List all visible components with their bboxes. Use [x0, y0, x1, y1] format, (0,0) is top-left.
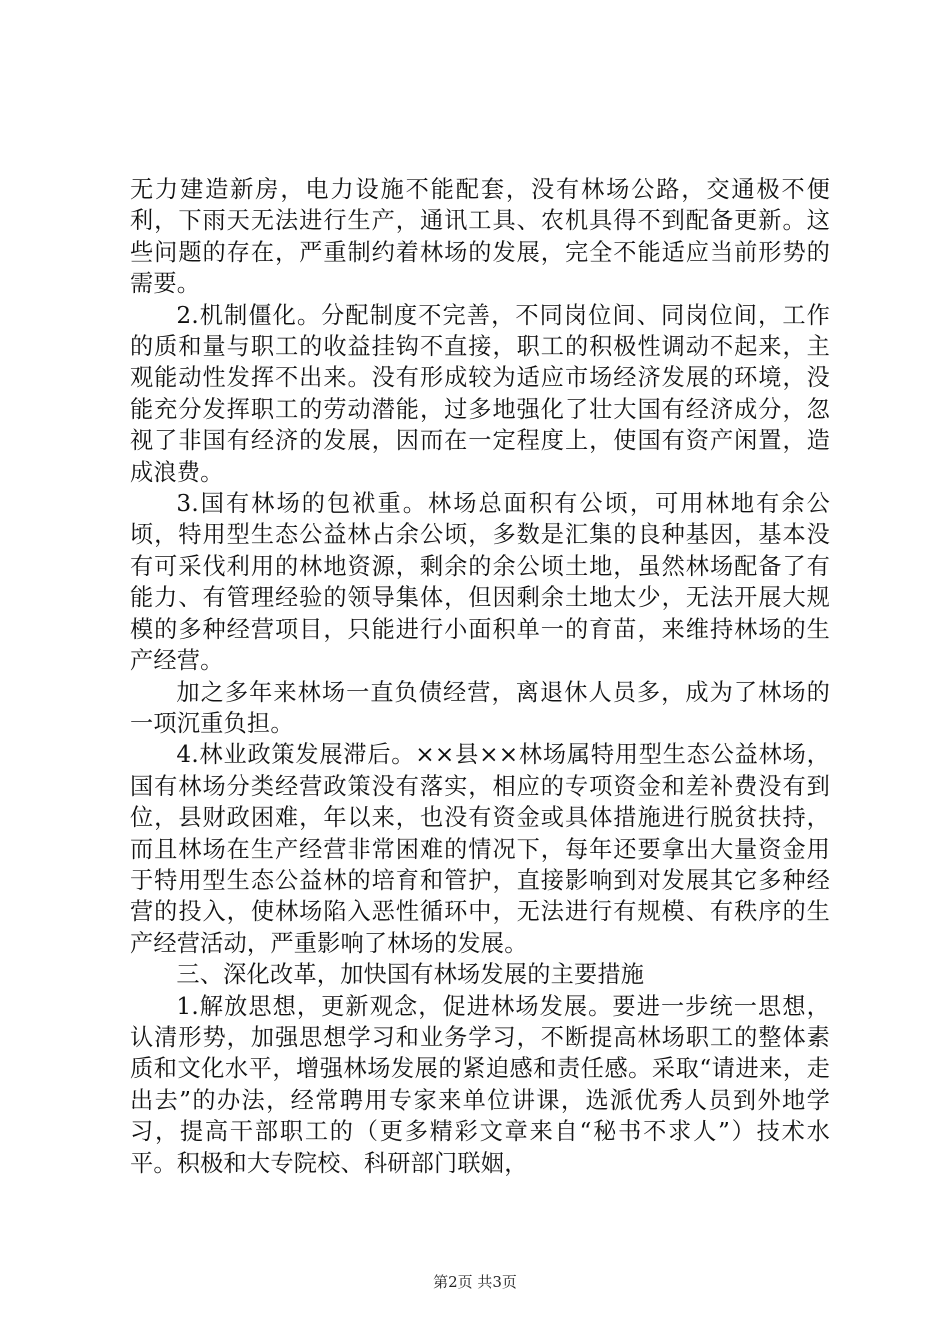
- document-body: [130, 174, 830, 1179]
- paragraph-heavy-burden: 3.国有林场的包袱重。林场总面积有公顷，可用林地有余公顷，特用型生态公益林占余公顷，多数是汇集的良种基因，基本没有可采伐利用的林地资源，剩余的余公顷土地，虽然林场配备了有能力、有管理经验的领导集体，但因剩余土地太少，无法开展大规模的多种经营项目，只能进行小面积单一的育苗，来维持林场的生产经营。: [130, 490, 830, 675]
- paragraph-mechanism-rigidity: 2.机制僵化。分配制度不完善，不同岗位间、同岗位间，工作的质和量与职工的收益挂钩不直接，职工的积极性调动不起来，主观能动性发挥不出来。没有形成较为适应市场经济发展的环境，没能充分发挥职工的劳动潜能，过多地强化了壮大国有经济成分，忽视了非国有经济的发展，因而在一定程度上，使国有资产闲置，造成浪费。: [130, 301, 830, 486]
- paragraph-policy-lag: 4.林业政策发展滞后。××县××林场属特用型生态公益林场，国有林场分类经营政策没有落实，相应的专项资金和差补费没有到位，县财政困难，年以来，也没有资金或具体措施进行脱贫扶持，而且林场在生产经营非常困难的情况下，每年还要拿出大量资金用于特用型生态公益林的培育和管护，直接影响到对发展其它多种经营的投入，使林场陷入恶性循环中，无法进行有规模、有秩序的生产经营活动，严重影响了林场的发展。: [130, 741, 830, 957]
- page-footer: 第2页 共3页: [433, 1273, 517, 1291]
- paragraph-continuation: 无力建造新房，电力设施不能配套，没有林场公路，交通极不便利，下雨天无法进行生产，通讯工具、农机具得不到配备更新。这些问题的存在，严重制约着林场的发展，完全不能适应当前形势的需要。: [130, 176, 830, 298]
- paragraph-emancipate-mind: 1.解放思想，更新观念，促进林场发展。要进一步统一思想，认清形势，加强思想学习和业务学习，不断提高林场职工的整体素质和文化水平，增强林场发展的紧迫感和责任感。采取“请进来，走出去”的办法，经常聘用专家来单位讲课，选派优秀人员到外地学习，提高干部职工的（更多精彩文章来自“秘书不求人”）技术水平。积极和大专院校、科研部门联姻，: [130, 992, 830, 1177]
- section-heading-measures: 三、深化改革，加快国有林场发展的主要措施: [176, 961, 645, 989]
- paragraph-debt: 加之多年来林场一直负债经营，离退休人员多，成为了林场的一项沉重负担。: [130, 678, 830, 737]
